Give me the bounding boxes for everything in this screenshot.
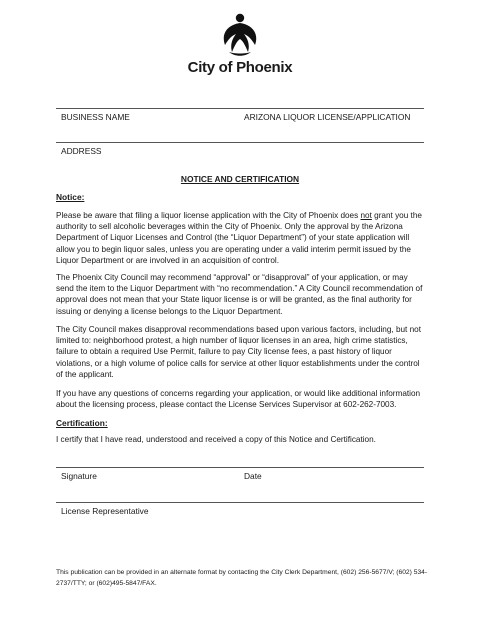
business-name-line[interactable] [56, 108, 424, 109]
notice-title: NOTICE AND CERTIFICATION [180, 174, 300, 184]
notice-paragraph-4: If you have any questions of concerns regarding your application, or would like additional information about the licensing process, please contact the License Services Supervisor at 602-262-7003. [56, 389, 421, 410]
representative-label: License Representative [61, 506, 149, 516]
notice-paragraph-1: Please be aware that filing a liquor license application with the City of Phoenix does not grant you the authority to sell alcoholic beverages within the City of Phoenix. Only the approval by the Arizona Department of Liquor Licenses and Control (the “Liquor Department”) of your state application will allow you to begin liquor sales, unless you are operating under a valid interim permit issued by the Liquor Department or are involved in an acquisition of control. [56, 211, 422, 265]
notice-paragraph-3: The City Council makes disapproval recommendations based upon various factors, including, but not limited to: neighborhood protest, a high number of liquor licenses in an area, high crime statistics, failure to obtain a required Use Permit, failure to pay City license fees, a past history of liquor violations, or a high volume of police calls for service at other liquor establishments under the control of the applicant. [56, 325, 421, 379]
representative-line[interactable] [56, 502, 424, 503]
certification-text: I certify that I have read, understood and received a copy of this Notice and Certification. [56, 435, 376, 444]
license-application-label: ARIZONA LIQUOR LICENSE/APPLICATION [244, 112, 411, 122]
date-label: Date [244, 471, 262, 481]
notice-paragraph-2: The Phoenix City Council may recommend “approval” or “disapproval” of your application, or may send the item to the Liquor Department with “no recommendation.” A City Council recommendation of approval does not mean that your State liquor license is or will be granted, as the final authority for issuing or denying a license belongs to the Liquor Department. [56, 273, 423, 316]
footer-note: This publication can be provided in an alternate format by contacting the City Clerk Department, (602) 256-5677/V; (602) 534-2737/TTY; or (602)495-5847/FAX. [56, 569, 428, 587]
emphasis-not: not [360, 211, 372, 220]
address-line[interactable] [56, 142, 424, 143]
signature-label: Signature [61, 471, 97, 481]
certification-heading: Certification: [56, 418, 108, 428]
address-label: ADDRESS [61, 146, 102, 156]
city-name-logo: City of Phoenix [187, 59, 293, 76]
signature-line[interactable] [56, 467, 424, 468]
business-name-label: BUSINESS NAME [61, 112, 130, 122]
notice-heading: Notice: [56, 192, 85, 202]
phoenix-bird-logo-icon [215, 12, 265, 60]
